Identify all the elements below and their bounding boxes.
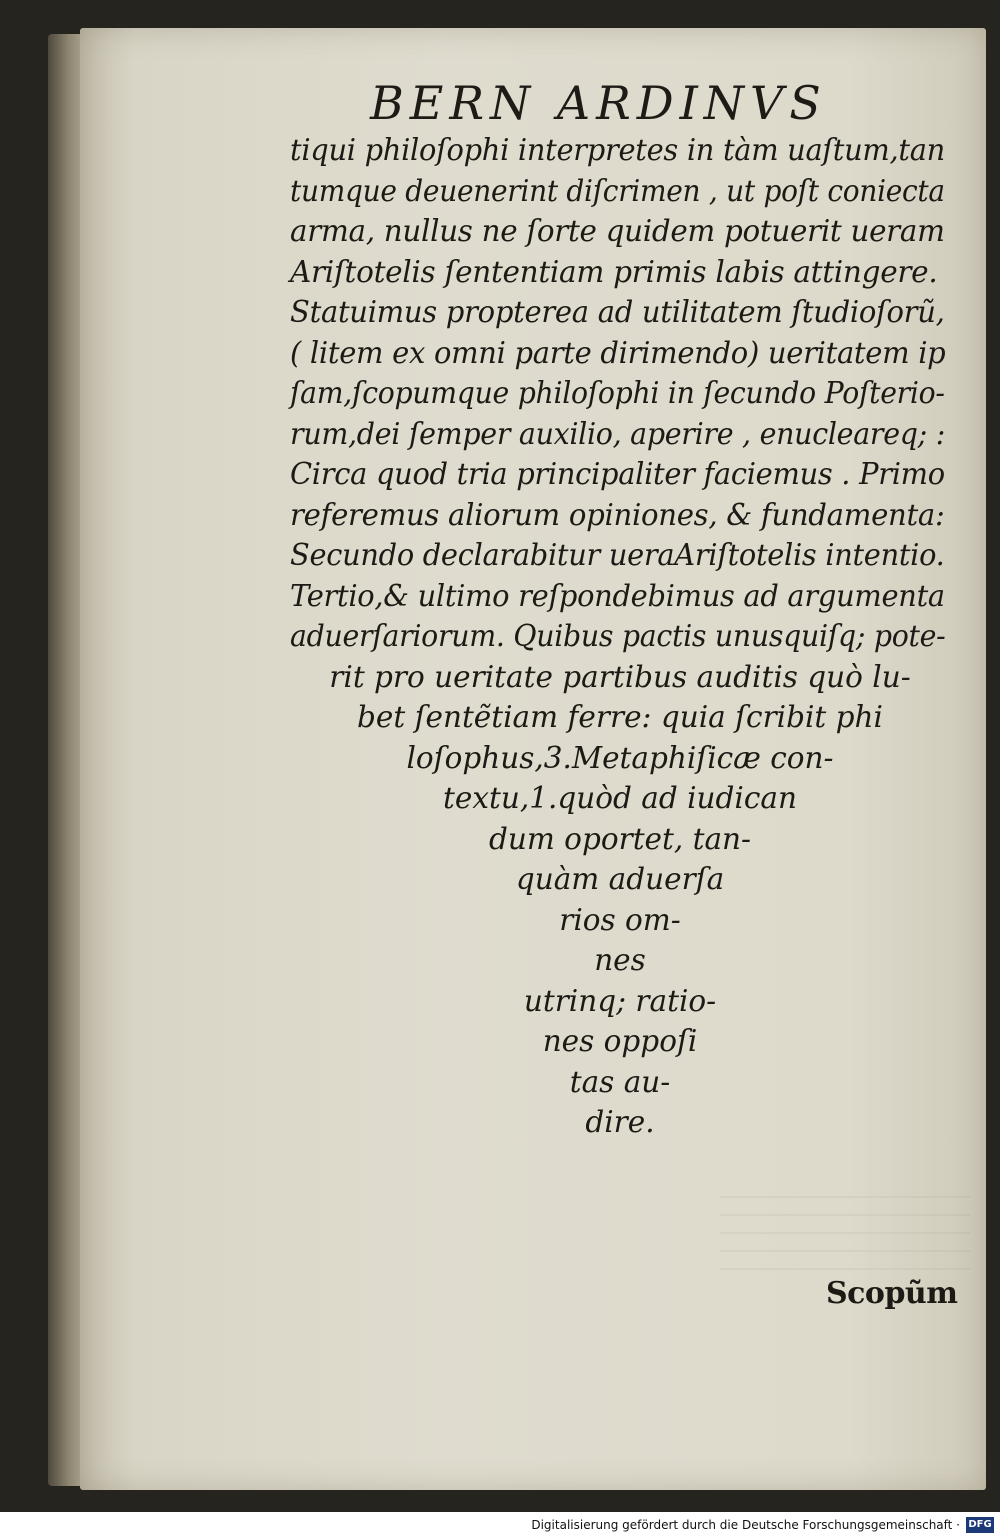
text-line: aduerſariorum. Quibus pactis unusquiſq; pote- [290,619,946,653]
text-line: Tertio,& ultimo reſpondebimus ad argumenta [290,578,945,613]
text-line: rit pro ueritate partibus auditis quò lu- [329,659,911,694]
text-line: arma, nullus ne ſorte quidem potuerit ueram [290,214,945,248]
text-line: ( litem ex omni parte dirimendo) ueritatem ip [290,335,946,370]
text-line: dum oportet, tan- [488,821,752,856]
text-line: loſophus,3.Metaphiſicæ con- [406,740,834,775]
text-line: referemus aliorum opiniones, & fundamenta: [290,497,945,532]
text-line: Secundo declarabitur ueraAriſtotelis intentio. [290,538,945,572]
text-line: Statuimus propterea ad utilitatem ſtudioſorũ, [290,295,945,329]
text-line: tiqui philoſophi interpretes in tàm uaſtum,tan [290,133,945,167]
text-line: rum,dei ſemper auxilio, aperire , enucleareq; : [290,416,946,451]
text-line: tas au- [569,1064,671,1099]
running-head: BERN ARDINVS [370,76,827,130]
dfg-logo-icon: DFG [966,1517,994,1533]
text-line: dire. [585,1105,655,1139]
funding-credit: Digitalisierung gefördert durch die Deutsche Forschungsgemeinschaft · [531,1518,960,1532]
text-line: nes oppoſi [542,1024,698,1058]
text-line: Circa quod tria principaliter faciemus . Primo [290,457,945,491]
footer-bar [0,1512,1000,1539]
text-line: bet ſentẽtiam ferre: quia ſcribit phi [357,700,883,734]
text-line: nes [594,943,646,977]
text-line: textu,1.quòd ad iudican [443,781,797,815]
text-line: quàm aduerſa [515,862,725,896]
catchword: Scopũm [826,1276,958,1311]
body-text [290,130,950,1143]
text-line: tumque deuenerint diſcrimen , ut poſt coniecta [290,173,945,208]
text-line: ſam,ſcopumque philoſophi in ſecundo Poſterio- [290,376,945,410]
text-line: rios om- [559,902,681,937]
text-line: utrinq; ratio- [523,983,717,1018]
text-line: Ariſtotelis ſententiam primis labis attingere. [290,254,938,289]
bleed-through-shadow [720,1180,970,1270]
